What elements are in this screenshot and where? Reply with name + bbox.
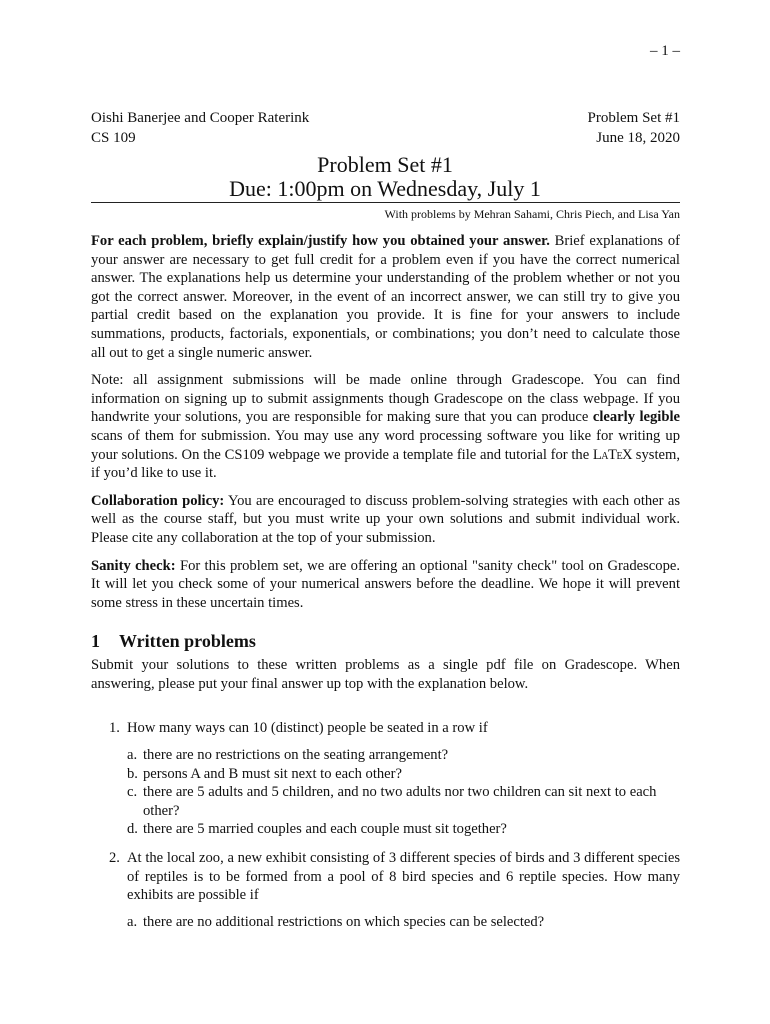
collaboration-text: You are encouraged to discuss problem-solving strategies with each other as well as the course staff, but you must write up your own solutions and submit individual work. Please cite any collaboration at the top of your submission.: [91, 492, 680, 546]
note-bold: clearly legible: [592, 409, 680, 426]
subpart-list: [127, 913, 680, 932]
problem-set-label: Problem Set #1: [587, 110, 680, 126]
subpart-text: there are no restrictions on the seating arrangement?: [143, 747, 449, 764]
problem-text: At the local zoo, a new exhibit consisting of 3 different species of birds and 3 different species of reptiles is to be formed from a pool of 8 bird species and 6 reptile species. How many exhibits are possible if: [127, 850, 680, 904]
collaboration-paragraph: [91, 492, 680, 548]
subpart-text: there are 5 married couples and each couple must sit together?: [143, 821, 507, 838]
subpart-letter: b.: [127, 765, 138, 782]
section-title: Written problems: [119, 631, 256, 652]
note-paragraph: [91, 371, 680, 483]
subpart-text: there are 5 adults and 5 children, and no two adults nor two children can sit next to each other?: [143, 784, 657, 819]
subpart: [127, 913, 680, 932]
collaboration-label: Collaboration policy:: [91, 492, 225, 509]
subpart-letter: d.: [127, 821, 138, 838]
intro-paragraph: [91, 232, 680, 362]
sanity-text: For this problem set, we are offering an optional "sanity check" tool on Gradescope. It will let you check some of your numerical answers before the deadline. We hope it will prevent some stress in these uncertain times.: [91, 557, 680, 611]
page-title: [0, 153, 770, 201]
intro-text: Brief explanations of your answer are necessary to get full credit for a problem even if you have the correct numerical answer. The explanations help us determine your understanding of the problem whether or not you got the correct answer. Moreover, in the event of an incorrect answer, we can still try to give you partial credit based on the explanation you provide. It is fine for your answers to include summations, products, factorials, exponentials, or combinations; you don’t need to calculate those all out to get a single numeric answer.: [91, 233, 680, 361]
subpart-text: persons A and B must sit next to each other?: [143, 765, 402, 782]
header-left: [91, 108, 309, 148]
page-number: – 1 –: [650, 43, 680, 59]
note-part-1: Note: all assignment submissions will be made online through Gradescope. You can find information on signing up to submit assignments though Gradescope on the class webpage. If you handwrite your solutions, you are responsible for making sure that you can produce: [91, 372, 680, 426]
date: June 18, 2020: [596, 130, 680, 146]
sanity-label: Sanity check:: [91, 557, 176, 574]
subpart: [127, 765, 680, 784]
section-heading: [91, 630, 680, 652]
latex-logo: LaTeX: [592, 446, 633, 463]
section-number: 1: [91, 631, 100, 652]
problem-number: 2.: [109, 850, 120, 867]
subpart-list: [127, 746, 680, 839]
problem-number: 1.: [109, 720, 120, 737]
note-part-2: scans of them for submission. You may use any word processing software you like for writing up your solutions. On the CS109 webpage we provide a template file and tutorial for the: [91, 427, 680, 463]
subpart: [127, 820, 680, 839]
note-part-3: system, if you’d like to use it.: [91, 446, 680, 482]
section-intro: Submit your solutions to these written problems as a single pdf file on Gradescope. When answering, please put your final answer up top with the explanation below.: [91, 657, 680, 692]
subpart-letter: a.: [127, 747, 138, 764]
title-rule: [91, 202, 680, 203]
header-right: [588, 108, 681, 148]
problem-1: [91, 719, 680, 839]
subpart: [127, 746, 680, 765]
document-body: [91, 232, 680, 941]
credits: With problems by Mehran Sahami, Chris Piech, and Lisa Yan: [384, 207, 680, 221]
title-line-2: Due: 1:00pm on Wednesday, July 1: [229, 176, 541, 201]
subpart-text: there are no additional restrictions on which species can be selected?: [143, 913, 545, 930]
subpart-letter: c.: [127, 784, 138, 801]
title-line-1: Problem Set #1: [317, 152, 453, 177]
sanity-paragraph: [91, 557, 680, 613]
course: CS 109: [91, 130, 136, 146]
subpart-letter: a.: [127, 913, 138, 930]
authors: Oishi Banerjee and Cooper Raterink: [91, 110, 310, 126]
problem-list: [91, 719, 680, 931]
problem-2: [91, 849, 680, 931]
subpart: [127, 783, 680, 820]
intro-lead: For each problem, briefly explain/justify how you obtained your answer.: [91, 233, 550, 249]
problem-text: How many ways can 10 (distinct) people be seated in a row if: [127, 720, 488, 737]
